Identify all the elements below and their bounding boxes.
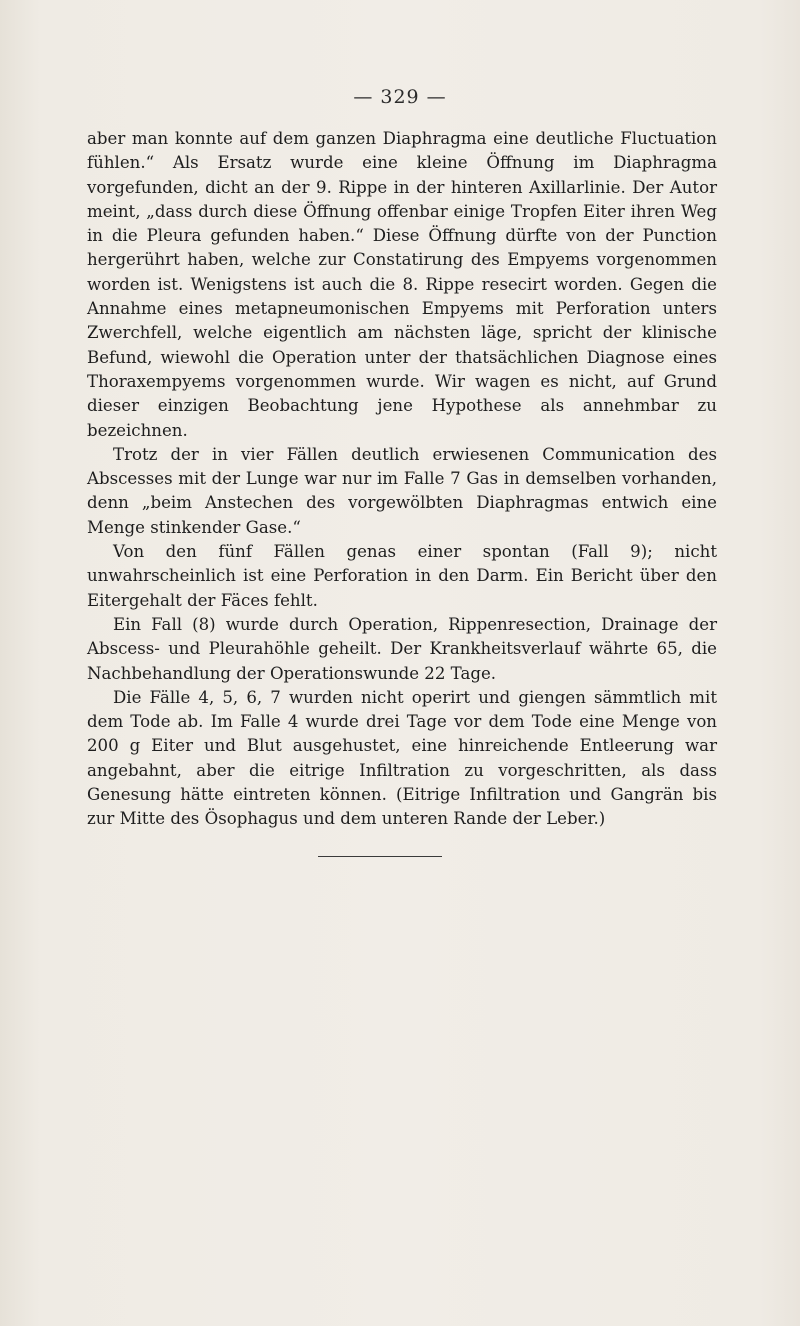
paragraph-4: Ein Fall (8) wurde durch Operation, Rippenresection, Drainage der Abscess- und Pleurahöhle geheilt. Der Krankheitsverlauf währte 65, die Nachbehandlung der Operationswunde 22 Tage. (87, 614, 717, 683)
paragraph-5: Die Fälle 4, 5, 6, 7 wurden nicht operirt und giengen sämmtlich mit dem Tode ab. Im Falle 4 wurde drei Tage vor dem Tode eine Menge von 200 g Eiter und Blut ausgehustet, eine hinreichende Entleerung war angebahnt, aber die eitrige Infiltration zu vorgeschritten, als dass Genesung hätte eintreten können. (Eitrige Infiltration und Gangrän bis zur Mitte des Ösophagus und dem unteren Rande der Leber.) (87, 687, 717, 829)
page-number: — 329 — (353, 86, 447, 108)
paragraph-2: Trotz der in vier Fällen deutlich erwiesenen Communication des Abscesses mit der Lunge war nur im Falle 7 Gas in demselben vorhanden, denn „beim Anstechen des vorgewölbten Diaphragmas entwich eine Menge stinkender Gase.“ (87, 444, 717, 537)
paragraph-1: aber man konnte auf dem ganzen Diaphragma eine deutliche Fluctuation fühlen.“ Als Ersatz wurde eine kleine Öffnung im Diaphragma vorgefunden, dicht an der 9. Rippe in der hinteren Axillarlinie. Der Autor meint, „dass durch diese Öffnung offenbar einige Tropfen Eiter ihren Weg in die Pleura gefunden haben.“ Diese Öffnung dürfte von der Punction hergerührt haben, welche zur Constatirung des Empyems vorgenommen worden ist. Wenigstens ist auch die 8. Rippe resecirt worden. Gegen die Annahme eines metapneumonischen Empyems mit Perforation unters Zwerchfell, welche eigentlich am nächsten läge, spricht der klinische Befund, wiewohl die Operation unter der thatsächlichen Diagnose eines Thoraxempyems vorgenommen wurde. Wir wagen es nicht, auf Grund dieser einzigen Beobachtung jene Hypothese als annehmbar zu bezeichnen. (87, 129, 717, 440)
paragraph-3: Von den fünf Fällen genas einer spontan (Fall 9); nicht unwahrscheinlich ist eine Perforation in den Darm. Ein Bericht über den Eitergehalt der Fäces fehlt. (87, 542, 717, 610)
body-text (87, 127, 717, 832)
section-divider (318, 856, 442, 857)
